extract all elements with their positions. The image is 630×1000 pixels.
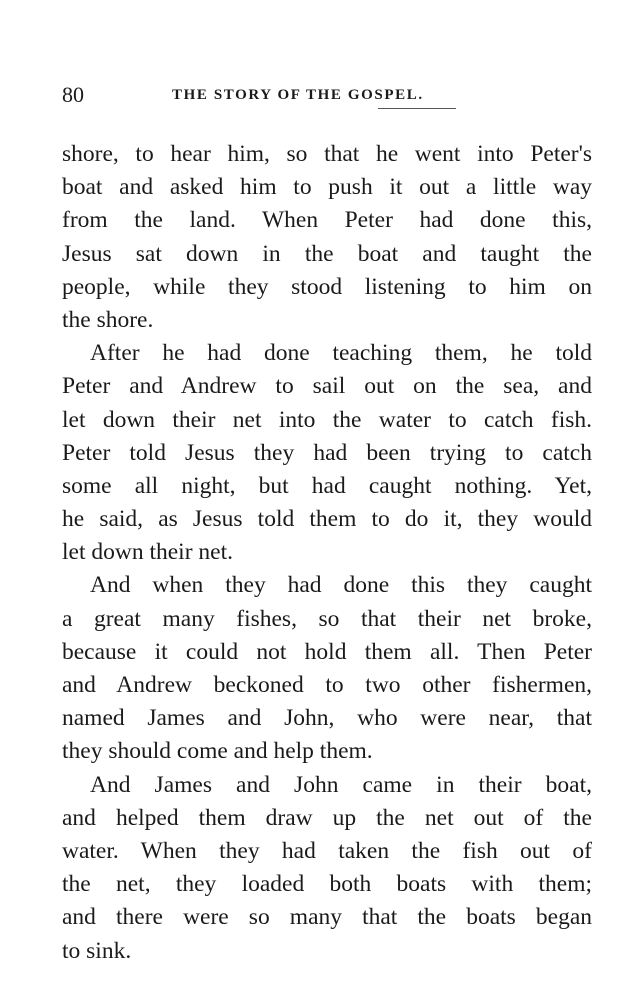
header-rule xyxy=(378,108,456,109)
text-line: Jesus sat down in the boat and taught the xyxy=(62,240,592,267)
text-line: And when they had done this they caught xyxy=(90,572,592,599)
text-line: After he had done teaching them, he told xyxy=(90,340,592,367)
text-line: boat and asked him to push it out a little way xyxy=(62,174,592,201)
page-header xyxy=(62,82,592,110)
text-line: people, while they stood listening to him on xyxy=(62,273,592,300)
text-line: some all night, but had caught nothing. Yet, xyxy=(62,472,592,499)
text-line: to sink. xyxy=(62,937,132,964)
text-line: he said, as Jesus told them to do it, they would xyxy=(62,506,592,533)
text-line: a great many fishes, so that their net broke, xyxy=(62,605,592,632)
body-text xyxy=(62,138,592,968)
running-title: THE STORY OF THE GOSPEL. xyxy=(172,87,424,103)
text-line: named James and John, who were near, that xyxy=(62,705,592,732)
text-line: from the land. When Peter had done this, xyxy=(62,207,592,234)
text-line: and helped them draw up the net out of the xyxy=(62,804,592,831)
text-line: and there were so many that the boats began xyxy=(62,904,592,931)
page-number: 80 xyxy=(62,82,84,107)
text-line: Peter told Jesus they had been trying to catch xyxy=(62,439,592,466)
text-line: let down their net. xyxy=(62,539,233,566)
text-line: they should come and help them. xyxy=(62,738,373,765)
text-line: because it could not hold them all. Then Peter xyxy=(62,638,592,665)
text-line: And James and John came in their boat, xyxy=(90,771,592,798)
text-line: the shore. xyxy=(62,306,154,333)
text-line: and Andrew beckoned to two other fishermen, xyxy=(62,672,592,698)
text-line: the net, they loaded both boats with them; xyxy=(62,871,592,898)
text-line: water. When they had taken the fish out of xyxy=(62,837,592,864)
text-line: let down their net into the water to catch fish. xyxy=(62,406,592,433)
text-line: shore, to hear him, so that he went into Peter's xyxy=(62,141,592,167)
text-line: Peter and Andrew to sail out on the sea, and xyxy=(62,373,592,400)
